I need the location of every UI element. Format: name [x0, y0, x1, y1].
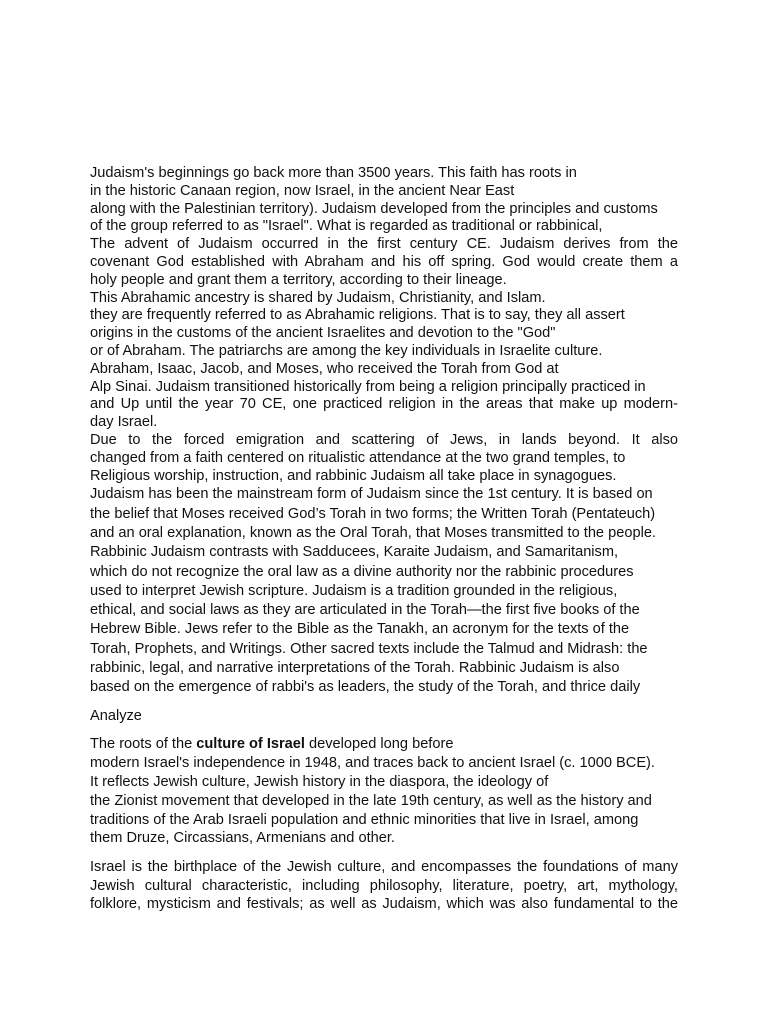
text-line: the Zionist movement that developed in the late 19th century, as well as the history and — [90, 792, 652, 809]
text-line: which do not recognize the oral law as a divine authority nor the rabbinic procedures — [90, 563, 634, 580]
text-line: Due to the forced emigration and scattering of Jews, in lands beyond. It also — [90, 431, 678, 448]
paragraph-culture-of-israel — [90, 735, 678, 848]
text-line: Judaism's beginnings go back more than 3500 years. This faith has roots in — [90, 165, 577, 181]
text-segment: developed long before — [304, 736, 454, 753]
text-line: origins in the customs of the ancient Israelites and devotion to the "God" — [90, 325, 556, 342]
analyze-heading — [90, 708, 678, 726]
text-line: day Israel. — [90, 414, 158, 431]
text-line: covenant God established with Abraham and his off spring. God would create them a — [90, 253, 678, 270]
text-line: them Druze, Circassians, Armenians and other. — [90, 830, 395, 847]
text-line: changed from a faith centered on ritualistic attendance at the two grand temples, to — [90, 449, 626, 466]
text-line: or of Abraham. The patriarchs are among the key individuals in Israelite culture. — [90, 342, 603, 359]
text-line: along with the Palestinian territory). Judaism developed from the principles and customs — [90, 200, 658, 217]
text-line — [90, 735, 678, 754]
text-line: rabbinic, legal, and narrative interpretations of the Torah. Rabbinic Judaism is also — [90, 660, 620, 677]
text-line: Religious worship, instruction, and rabbinic Judaism all take place in synagogues. — [90, 467, 617, 484]
text-line: Torah, Prophets, and Writings. Other sacred texts include the Talmud and Midrash: the — [90, 640, 648, 657]
text-line: Alp Sinai. Judaism transitioned historically from being a religion principally practiced in — [90, 378, 646, 395]
text-line: and Up until the year 70 CE, one practiced religion in the areas that make up modern- — [90, 396, 678, 413]
bold-term: culture of Israel — [196, 736, 305, 753]
text-line: traditions of the Arab Israeli population and ethnic minorities that live in Israel, among — [90, 811, 639, 828]
text-line: folklore, mysticism and festivals; as well as Judaism, which was also fundamental to the — [90, 895, 678, 912]
text-line: It reflects Jewish culture, Jewish history in the diaspora, the ideology of — [90, 774, 549, 790]
text-line: used to interpret Jewish scripture. Judaism is a tradition grounded in the religious, — [90, 582, 618, 599]
paragraph-judaism-origins — [90, 165, 678, 485]
text-line: of the group referred to as "Israel". What is regarded as traditional or rabbinical, — [90, 218, 603, 235]
text-line: modern Israel's independence in 1948, and traces back to ancient Israel (c. 1000 BCE). — [90, 755, 655, 772]
text-line: Hebrew Bible. Jews refer to the Bible as the Tanakh, an acronym for the texts of the — [90, 621, 630, 638]
text-line: the belief that Moses received God’s Torah in two forms; the Written Torah (Pentateuch) — [90, 505, 656, 522]
text-line: Israel is the birthplace of the Jewish culture, and encompasses the foundations of many — [90, 859, 678, 876]
text-line: ethical, and social laws as they are articulated in the Torah—the first five books of the — [90, 602, 640, 619]
text-line: based on the emergence of rabbi's as leaders, the study of the Torah, and thrice daily — [90, 679, 641, 696]
text-line: The advent of Judaism occurred in the first century CE. Judaism derives from the — [90, 236, 678, 253]
paragraph-rabbinic-judaism — [90, 485, 678, 697]
text-line: Judaism has been the mainstream form of Judaism since the 1st century. It is based on — [90, 486, 653, 503]
text-line: Jewish cultural characteristic, including philosophy, literature, poetry, art, mythology, — [90, 877, 678, 894]
analyze-label: Analyze — [90, 707, 142, 724]
text-line: they are frequently referred to as Abrahamic religions. That is to say, they all assert — [90, 307, 625, 324]
text-line: holy people and grant them a territory, according to their lineage. — [90, 271, 507, 288]
text-line: Abraham, Isaac, Jacob, and Moses, who received the Torah from God at — [90, 360, 559, 377]
document-page — [90, 165, 678, 913]
text-line: Rabbinic Judaism contrasts with Sadducees, Karaite Judaism, and Samaritanism, — [90, 544, 619, 561]
text-segment: The roots of the — [90, 736, 197, 753]
text-line: and an oral explanation, known as the Oral Torah, that Moses transmitted to the people. — [90, 524, 656, 541]
text-line: in the historic Canaan region, now Israel, in the ancient Near East — [90, 182, 515, 199]
text-line: This Abrahamic ancestry is shared by Judaism, Christianity, and Islam. — [90, 289, 546, 306]
paragraph-birthplace — [90, 858, 678, 913]
